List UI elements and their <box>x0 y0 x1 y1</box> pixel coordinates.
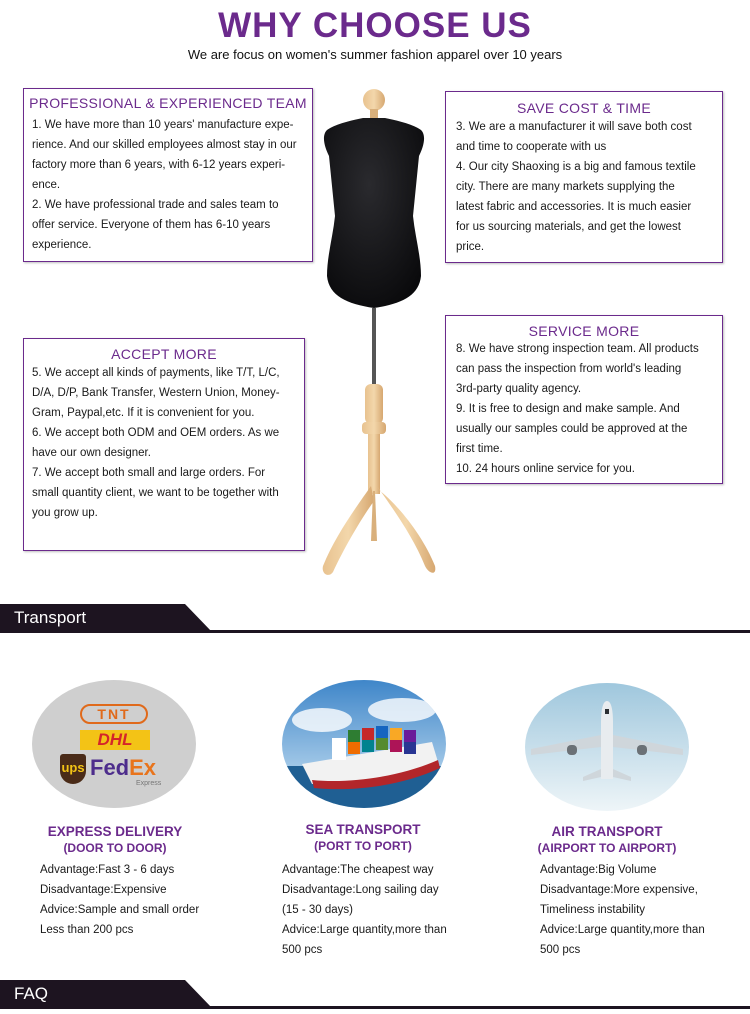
service-line: 3rd-party quality agency. <box>456 383 582 395</box>
sea-details <box>282 860 482 960</box>
express-line: Advice:Sample and small order <box>40 904 200 916</box>
sea-line: 500 pcs <box>282 944 323 956</box>
cost-line: city. There are many markets supplying the <box>456 181 675 193</box>
fedex-fed: Fed <box>90 755 130 780</box>
service-line: first time. <box>456 443 503 455</box>
express-title: EXPRESS DELIVERY <box>47 824 183 839</box>
accept-line: D/A, D/P, Bank Transfer, Western Union, Money- <box>32 387 280 399</box>
accept-line: have our own designer. <box>32 447 151 459</box>
express-subtitle: (DOOR TO DOOR) <box>63 841 167 855</box>
team-line: rience. And our skilled employees almost stay in our <box>32 139 297 151</box>
express-details <box>40 860 240 940</box>
transport-band-label: Transport <box>14 608 87 627</box>
team-box <box>23 88 313 262</box>
air-line: Timeliness instability <box>540 904 646 916</box>
transport-band-line <box>0 630 750 633</box>
sea-line: (15 - 30 days) <box>282 904 353 916</box>
air-details <box>540 860 740 960</box>
air-line: 500 pcs <box>540 944 581 956</box>
faq-band-line <box>0 1006 750 1009</box>
express-line: Disadvantage:Expensive <box>40 884 167 896</box>
ups-logo: ups <box>60 754 86 784</box>
service-line: can pass the inspection from world's leading <box>456 363 682 375</box>
air-line: Disadvantage:More expensive, <box>540 884 698 896</box>
transport-band <box>0 604 750 634</box>
cost-line: latest fabric and accessories. It is much easier <box>456 201 692 213</box>
team-line: 2. We have professional trade and sales team to <box>32 199 279 211</box>
cost-box <box>445 91 723 263</box>
page-title: WHY CHOOSE US <box>218 6 532 45</box>
accept-line: 7. We accept both small and large orders. For <box>32 467 266 479</box>
cost-line: price. <box>456 241 485 253</box>
team-line: offer service. Everyone of them has 6-10 years <box>32 219 271 231</box>
service-line: usually our samples could be approved at the <box>456 423 688 435</box>
dhl-logo: DHL <box>80 730 150 750</box>
accept-line: you grow up. <box>32 507 98 519</box>
service-line: 10. 24 hours online service for you. <box>456 463 635 475</box>
tnt-logo: TNT <box>80 704 148 724</box>
faq-band <box>0 980 750 1012</box>
air-line: Advice:Large quantity,more than <box>540 924 705 936</box>
express-column-header <box>20 824 210 855</box>
sea-line: Advice:Large quantity,more than <box>282 924 447 936</box>
accept-line: Gram, Paypal,etc. If it is convenient for you. <box>32 407 255 419</box>
service-line: 8. We have strong inspection team. All products <box>456 343 699 355</box>
service-box <box>445 315 723 484</box>
team-line: experience. <box>32 239 92 251</box>
fedex-logo <box>90 754 156 782</box>
airplane-image <box>525 683 689 811</box>
cost-line: 3. We are a manufacturer it will save both cost <box>456 121 692 133</box>
cost-box-title: SAVE COST & TIME <box>517 100 651 116</box>
accept-line: small quantity client, we want to be together with <box>32 487 279 499</box>
fedex-express-label: Express <box>136 780 162 787</box>
faq-band-label: FAQ <box>14 984 49 1003</box>
page-subtitle: We are focus on women's summer fashion apparel over 10 years <box>187 47 563 62</box>
air-title: AIR TRANSPORT <box>551 824 663 839</box>
express-line: Advantage:Fast 3 - 6 days <box>40 864 175 876</box>
cost-line: for us sourcing materials, and get the lowest <box>456 221 682 233</box>
express-line: Less than 200 pcs <box>40 924 134 936</box>
fedex-ex: Ex <box>129 755 157 780</box>
sea-subtitle: (PORT TO PORT) <box>314 839 412 853</box>
air-subtitle: (AIRPORT TO AIRPORT) <box>537 841 677 855</box>
air-line: Advantage:Big Volume <box>540 864 657 876</box>
cost-line: and time to cooperate with us <box>456 141 607 153</box>
accept-box-title: ACCEPT MORE <box>111 346 217 362</box>
sea-line: Disadvantage:Long sailing day <box>282 884 439 896</box>
mannequin-illustration <box>305 86 455 586</box>
team-line: ence. <box>32 179 61 191</box>
sea-line: Advantage:The cheapest way <box>282 864 434 876</box>
service-box-title: SERVICE MORE <box>528 323 640 339</box>
accept-line: 6. We accept both ODM and OEM orders. As we <box>32 427 280 439</box>
team-line: factory more than 6 years, with 6-12 years experi- <box>32 159 286 171</box>
accept-line: 5. We accept all kinds of payments, like T/T, L/C, <box>32 367 280 379</box>
cargo-ship-image <box>282 680 446 808</box>
express-logos-oval <box>32 680 196 808</box>
sea-column-header <box>268 822 458 853</box>
team-box-title: PROFESSIONAL & EXPERIENCED TEAM <box>29 95 307 111</box>
accept-box <box>23 338 305 551</box>
sea-title: SEA TRANSPORT <box>305 822 421 837</box>
air-column-header <box>512 824 702 855</box>
cost-line: 4. Our city Shaoxing is a big and famous textile <box>456 161 696 173</box>
service-line: 9. It is free to design and make sample. And <box>456 403 680 415</box>
team-line: 1. We have more than 10 years' manufacture expe- <box>32 119 294 131</box>
